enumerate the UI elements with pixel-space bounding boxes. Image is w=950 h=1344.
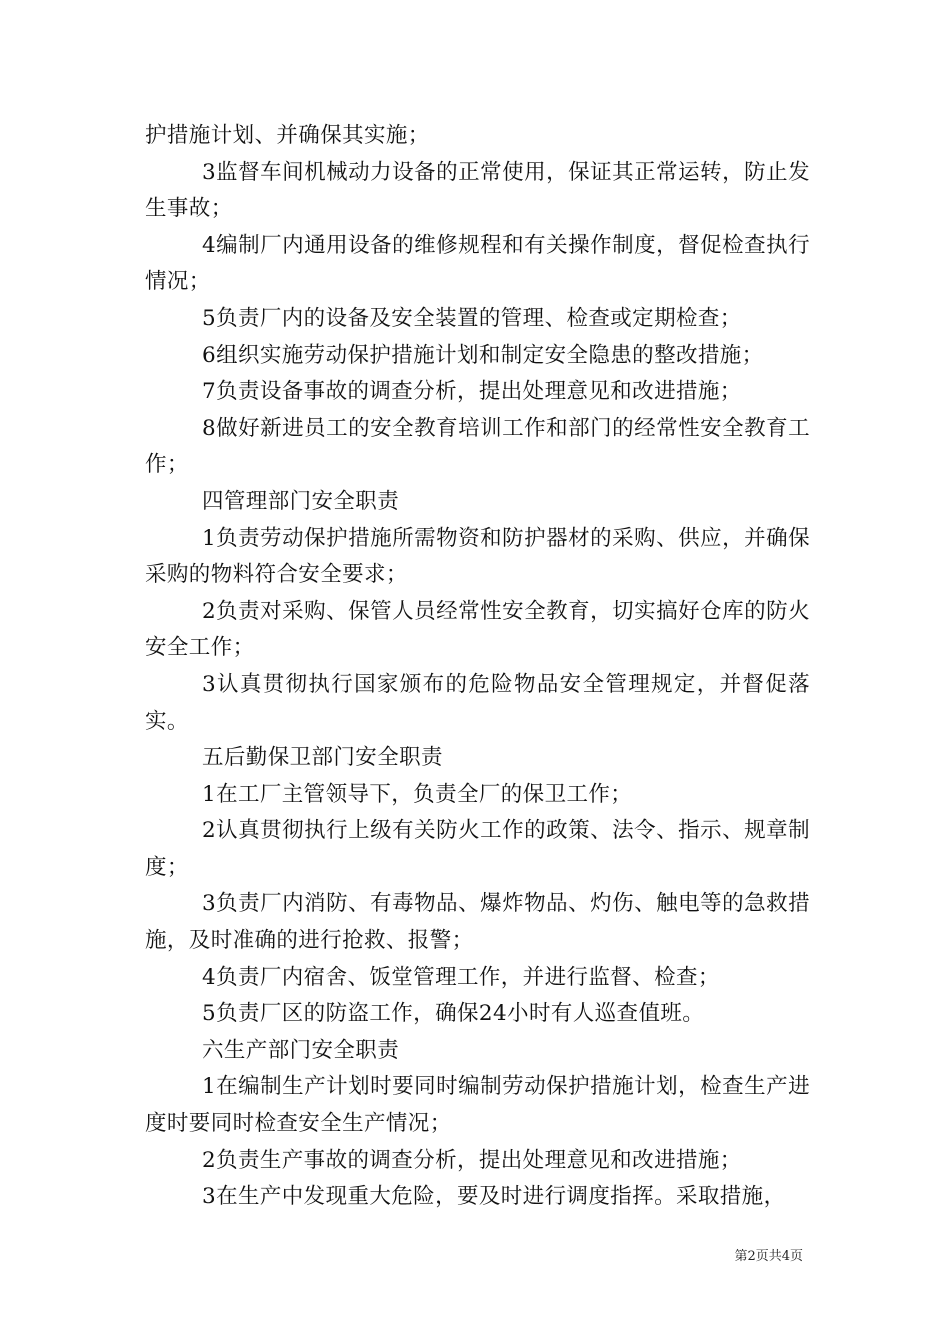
body-paragraph: 2负责对采购、保管人员经常性安全教育，切实搞好仓库的防火安全工作； (145, 598, 810, 661)
page-number-footer: 第2页共4页 (734, 1249, 803, 1264)
body-paragraph: 5负责厂区的防盗工作，确保24小时有人巡查值班。 (202, 1001, 705, 1027)
body-paragraph: 1在工厂主管领导下，负责全厂的保卫工作； (202, 781, 633, 807)
body-paragraph: 4编制厂内通用设备的维修规程和有关操作制度，督促检查执行情况； (145, 232, 810, 295)
body-paragraph: 5负责厂内的设备及安全装置的管理、检查或定期检查； (202, 305, 742, 331)
body-paragraph: 3监督车间机械动力设备的正常使用，保证其正常运转，防止发生事故； (145, 159, 810, 222)
body-paragraph: 3负责厂内消防、有毒物品、爆炸物品、灼伤、触电等的急救措施，及时准确的进行抢救、报警； (145, 891, 810, 954)
body-paragraph: 四管理部门安全职责 (202, 488, 400, 514)
body-paragraph: 2负责生产事故的调查分析，提出处理意见和改进措施； (202, 1147, 742, 1173)
body-paragraph: 3认真贯彻执行国家颁布的危险物品安全管理规定，并督促落实。 (145, 671, 810, 734)
body-paragraph: 护措施计划、并确保其实施； (145, 123, 430, 148)
body-paragraph: 1负责劳动保护措施所需物资和防护器材的采购、供应，并确保采购的物料符合安全要求； (145, 525, 810, 588)
body-paragraph: 2认真贯彻执行上级有关防火工作的政策、法令、指示、规章制度； (145, 818, 810, 880)
document-body (145, 118, 810, 1216)
body-paragraph: 8做好新进员工的安全教育培训工作和部门的经常性安全教育工作； (145, 415, 810, 478)
body-paragraph: 3在生产中发现重大危险，要及时进行调度指挥。采取措施， (202, 1184, 786, 1210)
body-paragraph: 五后勤保卫部门安全职责 (202, 745, 443, 771)
body-paragraph: 6组织实施劳动保护措施计划和制定安全隐患的整改措施； (202, 342, 764, 368)
body-paragraph: 4负责厂内宿舍、饭堂管理工作，并进行监督、检查； (202, 964, 720, 990)
body-paragraph: 六生产部门安全职责 (202, 1037, 400, 1063)
body-paragraph: 1在编制生产计划时要同时编制劳动保护措施计划，检查生产进度时要同时检查安全生产情况； (145, 1074, 810, 1137)
body-paragraph: 7负责设备事故的调查分析，提出处理意见和改进措施； (202, 379, 742, 405)
